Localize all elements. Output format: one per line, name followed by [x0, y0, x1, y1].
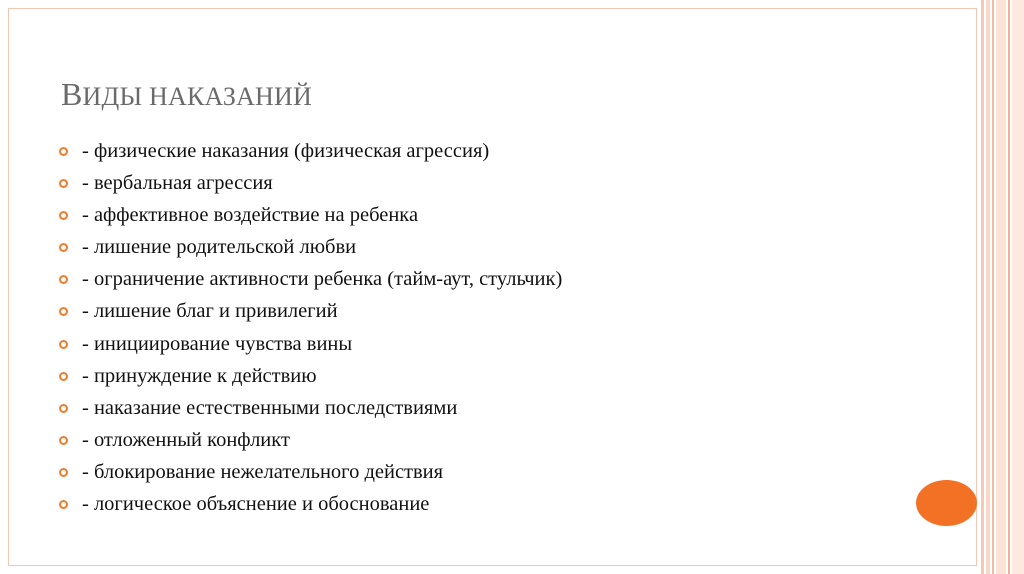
list-item-text: - отложенный конфликт — [82, 428, 290, 451]
list-item-text: - принуждение к действию — [82, 364, 317, 387]
punishment-list — [52, 135, 562, 520]
decorative-stripe — [992, 0, 994, 574]
list-item-text: - лишение родительской любви — [82, 236, 357, 259]
list-item — [52, 328, 562, 360]
bullet-circle-icon — [59, 468, 68, 477]
bullet-circle-icon — [59, 307, 68, 316]
list-item-text: - блокирование нежелательного действия — [82, 460, 444, 483]
list-item — [52, 360, 562, 392]
decorative-stripe — [1012, 0, 1024, 574]
bullet-circle-icon — [59, 243, 68, 252]
decorative-stripe — [981, 0, 984, 574]
list-item-text: - ограничение активности ребенка (тайм-аут, стульчик) — [82, 268, 563, 291]
list-item — [52, 167, 562, 199]
list-item-text: - инициирование чувства вины — [82, 332, 353, 355]
list-item-text: - лишение благ и привилегий — [82, 300, 338, 323]
bullet-circle-icon — [59, 179, 68, 188]
decorative-stripe — [986, 0, 990, 574]
list-item-text: - вербальная агрессия — [82, 172, 273, 195]
decorative-stripe — [996, 0, 1006, 574]
bullet-circle-icon — [59, 372, 68, 381]
list-item-text: - аффективное воздействие на ребенка — [82, 204, 419, 227]
list-item — [52, 392, 562, 424]
decorative-orange-circle — [916, 480, 977, 526]
list-item — [52, 295, 562, 327]
bullet-circle-icon — [59, 436, 68, 445]
list-item — [52, 231, 562, 263]
slide-title — [61, 76, 312, 113]
list-item-text: - наказание естественными последствиями — [82, 396, 458, 419]
list-item — [52, 424, 562, 456]
bullet-circle-icon — [59, 147, 68, 156]
list-item — [52, 488, 562, 520]
list-item-text: - логическое объяснение и обоснование — [82, 493, 430, 516]
slide-title-rest: ИДЫ НАКАЗАНИЙ — [82, 82, 312, 111]
bullet-circle-icon — [59, 275, 68, 284]
bullet-circle-icon — [59, 500, 68, 509]
bullet-circle-icon — [59, 404, 68, 413]
list-item — [52, 135, 562, 167]
list-item — [52, 199, 562, 231]
decorative-stripe — [1008, 0, 1010, 574]
list-item-text: - физические наказания (физическая агрессия) — [82, 140, 490, 162]
list-item — [52, 456, 562, 488]
bullet-circle-icon — [59, 340, 68, 349]
slide-title-initial: В — [61, 76, 83, 112]
list-item — [52, 263, 562, 295]
bullet-circle-icon — [59, 211, 68, 220]
